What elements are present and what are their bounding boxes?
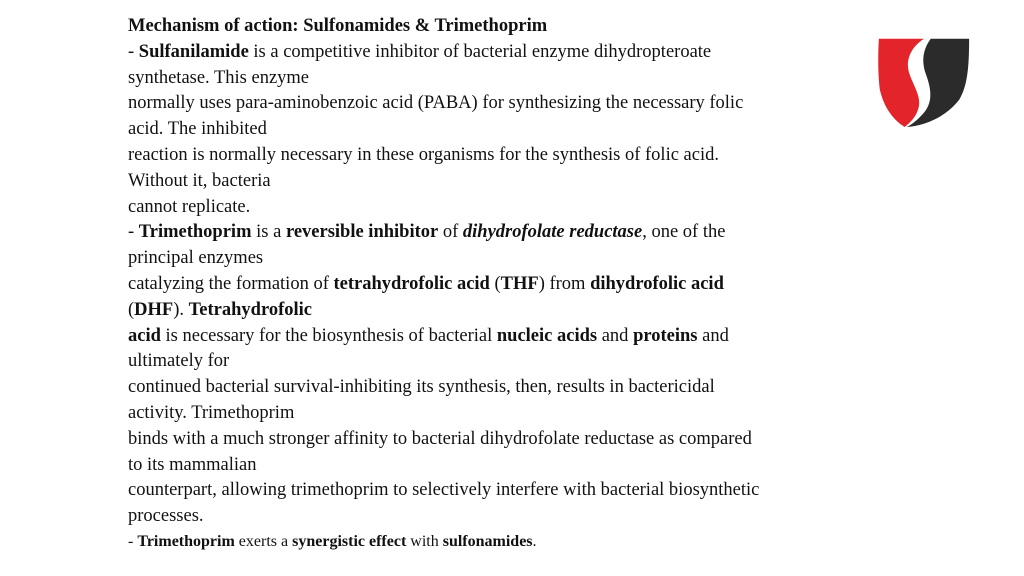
text-line: activity. Trimethoprim (128, 402, 295, 423)
slide-title: Mechanism of action: Sulfonamides & Trimethoprim (128, 16, 548, 36)
term-synergistic-effect: synergistic effect (292, 532, 407, 550)
term-trimethoprim: Trimethoprim (137, 532, 235, 550)
text: is a competitive inhibitor of bacterial enzyme dihydropteroate (248, 41, 712, 62)
term-reversible-inhibitor: reversible inhibitor (285, 222, 439, 243)
text: ). (173, 299, 189, 320)
text: with (406, 532, 443, 550)
text-line: reaction is normally necessary in these organisms for the synthesis of folic acid. (128, 144, 719, 165)
paragraph-trimethoprim (128, 220, 868, 530)
text-line: ultimately for (128, 351, 230, 372)
text: ( (489, 273, 501, 294)
bullet-dash: - (128, 532, 138, 550)
text-line: continued bacterial survival-inhibiting its synthesis, then, results in bactericidal (128, 377, 715, 398)
term-nucleic-acids: nucleic acids (496, 325, 598, 346)
term-dihydrofolate-reductase: dihydrofolate reductase (462, 222, 643, 243)
text-line (128, 298, 868, 324)
term-dihydrofolic-acid: dihydrofolic acid (590, 273, 724, 294)
logo-red-shape (878, 39, 924, 127)
text: is necessary for the biosynthesis of bacterial (160, 325, 497, 346)
text-line (128, 324, 868, 350)
text-line: synthetase. This enzyme (128, 67, 310, 88)
term-sulfonamides: sulfonamides (442, 532, 533, 550)
text: catalyzing the formation of (128, 273, 334, 294)
text: exerts a (234, 532, 293, 550)
text: ( (128, 299, 135, 320)
bullet-dash: - (128, 41, 139, 62)
term-trimethoprim: Trimethoprim (138, 222, 252, 243)
institution-logo-icon (875, 32, 973, 128)
text-line: principal enzymes (128, 248, 264, 269)
text-line: counterpart, allowing trimethoprim to selectively interfere with bacterial biosynthetic (128, 480, 760, 501)
paragraph-synergy (128, 530, 868, 554)
text-line: acid. The inhibited (128, 119, 267, 140)
term-proteins: proteins (633, 325, 698, 346)
term-tetrahydrofolic: Tetrahydrofolic (188, 299, 312, 320)
term-acid: acid (128, 325, 161, 346)
text-line: normally uses para-aminobenzoic acid (PABA) for synthesizing the necessary folic (128, 93, 744, 114)
term-dhf: DHF (134, 299, 174, 320)
text-line: cannot replicate. (128, 196, 251, 217)
paragraph-sulfanilamide (128, 40, 868, 221)
text: . (532, 532, 537, 550)
text: , one of the (642, 222, 726, 243)
text: of (438, 222, 463, 243)
text: and (597, 325, 634, 346)
text: and (697, 325, 729, 346)
bullet-dash: - (128, 222, 139, 243)
text-line: to its mammalian (128, 454, 257, 475)
text-line: binds with a much stronger affinity to bacterial dihydrofolate reductase as compared (128, 428, 752, 449)
text: is a (251, 222, 286, 243)
term-thf: THF (500, 273, 539, 294)
text-line: processes. (128, 506, 204, 527)
term-sulfanilamide: Sulfanilamide (138, 41, 249, 62)
slide-content (128, 14, 868, 554)
text-line (128, 220, 868, 246)
text-line (128, 272, 868, 298)
text-line: Without it, bacteria (128, 170, 271, 191)
text-line (128, 40, 868, 66)
text: ) from (538, 273, 591, 294)
term-tetrahydrofolic-acid: tetrahydrofolic acid (333, 273, 490, 294)
